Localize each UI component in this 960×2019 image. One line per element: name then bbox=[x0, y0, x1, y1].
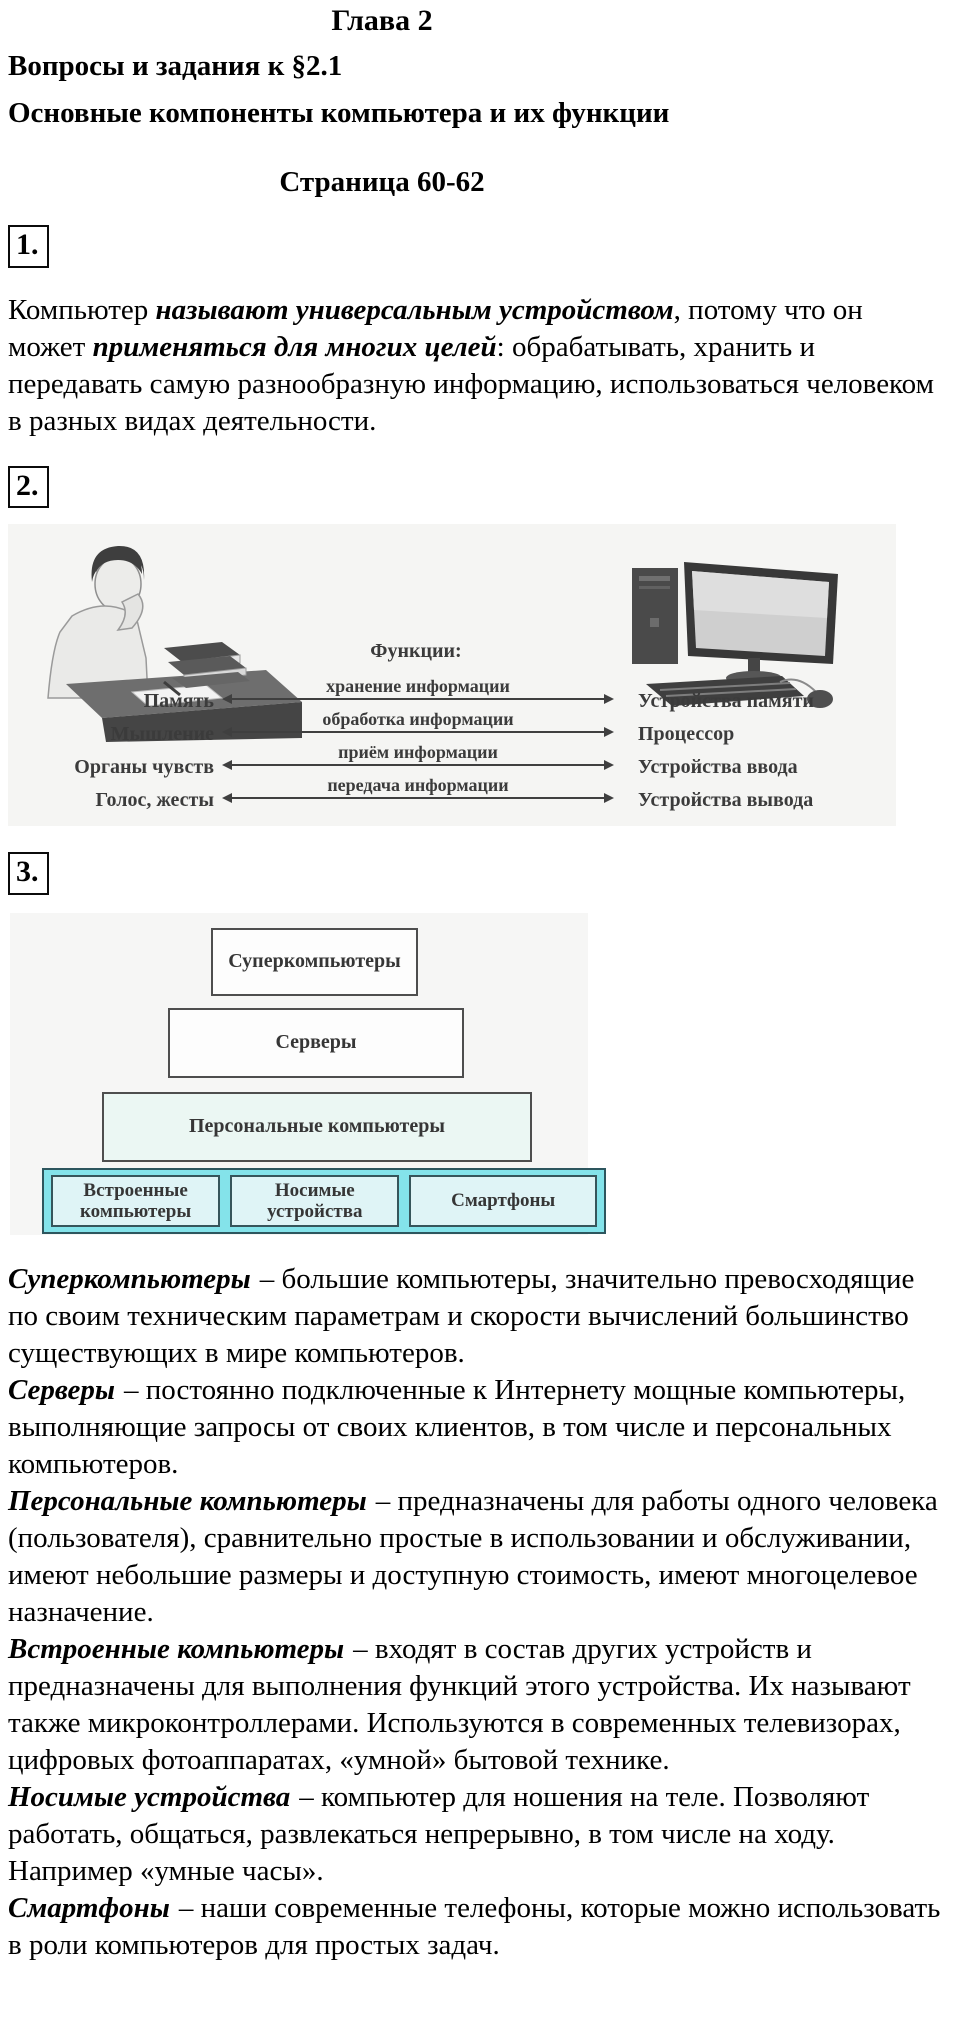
pages-heading-wrap bbox=[8, 166, 756, 199]
definitions-block bbox=[8, 1261, 946, 1964]
double-arrow-icon bbox=[224, 731, 612, 733]
functions-rows bbox=[8, 676, 896, 811]
answer-1-text: Компьютер bbox=[8, 293, 156, 326]
pyramid-level-servers: Серверы bbox=[168, 1008, 464, 1078]
definition-text: – большие компьютеры, значительно превосходящие по своим техническим параметрам и скорости вычислений большинство существующих в мире компьютеров. bbox=[8, 1262, 915, 1369]
question-number-1: 1. bbox=[8, 225, 49, 268]
answer-1-emphasis: называют универсальным устройством bbox=[155, 293, 674, 326]
computer-side-label: Процессор bbox=[638, 723, 735, 745]
definition-supercomputers bbox=[8, 1261, 946, 1372]
section-title: Вопросы и задания к §2.1 bbox=[8, 50, 343, 82]
functions-label: Функции: bbox=[370, 640, 462, 662]
definition-text: – предназначены для работы одного человека (пользователя), сравнительно простые в использовании и обслуживании, имеют небольшие размеры и доступную стоимость, имеют многоцелевое назначение. bbox=[8, 1484, 938, 1628]
computer-side-label: Устройства ввода bbox=[638, 756, 798, 778]
subsection-title: Основные компоненты компьютера и их функции bbox=[8, 97, 670, 129]
figure-human-computer-functions bbox=[8, 524, 896, 826]
definition-embedded-computers bbox=[8, 1631, 946, 1779]
definition-personal-computers bbox=[8, 1483, 946, 1631]
definition-term: Серверы bbox=[8, 1373, 116, 1406]
answer-1-text: : обрабатывать, хранить и передавать самую разнообразную информацию, использоваться человеком в разных видах деятельности. bbox=[8, 330, 934, 437]
pyramid-cell-wearable-devices: Носимые устройства bbox=[230, 1175, 399, 1227]
pyramid-cell-smartphones: Смартфоны bbox=[409, 1175, 597, 1227]
definition-wearable-devices bbox=[8, 1779, 946, 1890]
definition-term: Встроенные компьютеры bbox=[8, 1632, 345, 1665]
question-number-3: 3. bbox=[8, 852, 49, 895]
function-arrow-label: хранение информации bbox=[326, 676, 510, 696]
computer-side-label: Устройства памяти bbox=[638, 690, 814, 712]
chapter-title: Глава 2 bbox=[331, 4, 433, 37]
definition-term: Персональные компьютеры bbox=[8, 1484, 367, 1517]
pyramid-level-personal-computers: Персональные компьютеры bbox=[102, 1092, 532, 1162]
definition-text: – входят в состав других устройств и предназначены для выполнения функций этого устройства. Их называют также микроконтроллерами. Используются в современных телевизорах, цифровых фотоаппаратах, «умной» бытовой технике. bbox=[8, 1632, 911, 1776]
function-row bbox=[8, 742, 896, 778]
definition-text: – наши современные телефоны, которые можно использовать в роли компьютеров для простых задач. bbox=[8, 1891, 941, 1961]
definition-smartphones bbox=[8, 1890, 946, 1964]
function-arrow-label: приём информации bbox=[338, 742, 498, 762]
pyramid-bottom-band bbox=[42, 1168, 606, 1234]
question-number-2: 2. bbox=[8, 466, 49, 509]
human-side-label: Память bbox=[143, 690, 214, 712]
answer-1-emphasis: применяться для многих целей bbox=[92, 330, 497, 363]
pyramid-level-supercomputers: Суперкомпьютеры bbox=[211, 928, 418, 996]
function-arrow-label: передача информации bbox=[327, 775, 509, 795]
double-arrow-icon bbox=[224, 698, 612, 700]
double-arrow-icon bbox=[224, 764, 612, 766]
function-arrow-label: обработка информации bbox=[322, 709, 514, 729]
definition-term: Носимые устройства bbox=[8, 1780, 291, 1813]
definition-term: Смартфоны bbox=[8, 1891, 170, 1924]
function-row bbox=[8, 775, 896, 811]
figure-computer-classes-pyramid bbox=[10, 913, 588, 1235]
answer-1-paragraph bbox=[8, 292, 946, 440]
function-row bbox=[8, 709, 896, 745]
human-side-label: Мышление bbox=[110, 723, 214, 745]
definition-text: – компьютер для ношения на теле. Позволяют работать, общаться, развлекаться непрерывно, в том числе на ходу. Например «умные часы». bbox=[8, 1780, 870, 1887]
chapter-heading-wrap bbox=[8, 4, 756, 38]
human-side-label: Голос, жесты bbox=[95, 789, 214, 811]
human-side-label: Органы чувств bbox=[74, 756, 214, 778]
computer-side-label: Устройства вывода bbox=[638, 789, 814, 811]
page-range-title: Страница 60-62 bbox=[279, 166, 485, 198]
definition-text: – постоянно подключенные к Интернету мощные компьютеры, выполняющие запросы от своих клиентов, в том числе и персональных компьютеров. bbox=[8, 1373, 906, 1480]
answer-1-text: , потому что он может bbox=[8, 293, 863, 363]
definition-servers bbox=[8, 1372, 946, 1483]
definition-term: Суперкомпьютеры bbox=[8, 1262, 251, 1295]
pyramid-cell-embedded-computers: Встроенные компьютеры bbox=[51, 1175, 220, 1227]
double-arrow-icon bbox=[224, 797, 612, 799]
function-row bbox=[8, 676, 896, 712]
